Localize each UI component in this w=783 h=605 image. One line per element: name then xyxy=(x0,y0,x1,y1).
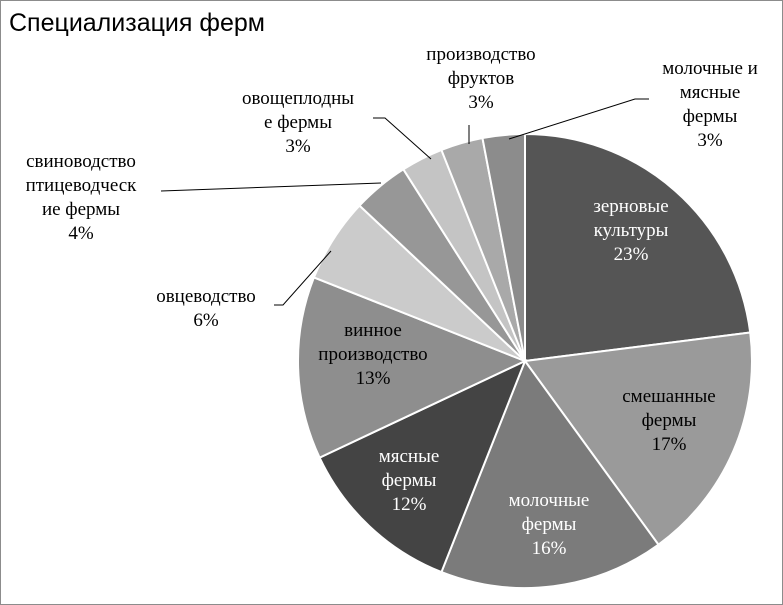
slice-label-0: зерновые xyxy=(593,196,669,217)
slice-value-6: 4% xyxy=(68,223,94,244)
pie-chart xyxy=(1,1,782,604)
slice-label-7: е фермы xyxy=(264,112,332,133)
slice-value-4: 13% xyxy=(355,368,391,389)
slice-label-9: фермы xyxy=(682,106,738,127)
slice-label-1: фермы xyxy=(641,410,697,431)
slice-value-3: 12% xyxy=(391,494,427,515)
slice-label-6: свиноводство xyxy=(26,151,136,172)
slice-label-3: мясные xyxy=(378,446,440,467)
slice-label-7: овощеплодны xyxy=(241,88,355,109)
slice-label-6: ие фермы xyxy=(41,199,121,220)
slice-label-6: птицеводческ xyxy=(25,175,137,196)
chart-title: Специализация ферм xyxy=(9,9,265,37)
leader-line-6 xyxy=(161,183,381,191)
slice-label-4: производство xyxy=(318,344,428,365)
slice-value-5: 6% xyxy=(193,310,219,331)
slice-label-8: фруктов xyxy=(447,68,515,89)
slice-label-2: фермы xyxy=(521,514,577,535)
slice-value-0: 23% xyxy=(613,244,649,265)
slice-label-0: культуры xyxy=(593,220,669,241)
slice-value-2: 16% xyxy=(531,538,567,559)
slice-value-8: 3% xyxy=(468,92,494,113)
leader-line-9 xyxy=(509,99,649,139)
slice-value-7: 3% xyxy=(285,136,311,157)
leader-line-7 xyxy=(373,118,431,159)
slice-value-9: 3% xyxy=(697,130,723,151)
slice-label-5: овцеводство xyxy=(156,286,256,307)
slice-label-4: винное xyxy=(344,320,402,341)
slice-value-1: 17% xyxy=(651,434,687,455)
slice-label-2: молочные xyxy=(508,490,590,511)
slice-label-3: фермы xyxy=(381,470,437,491)
slice-label-9: молочные и xyxy=(662,58,758,79)
slice-label-1: смешанные xyxy=(622,386,716,407)
slice-label-9: мясные xyxy=(679,82,741,103)
slice-label-8: производство xyxy=(426,44,536,65)
